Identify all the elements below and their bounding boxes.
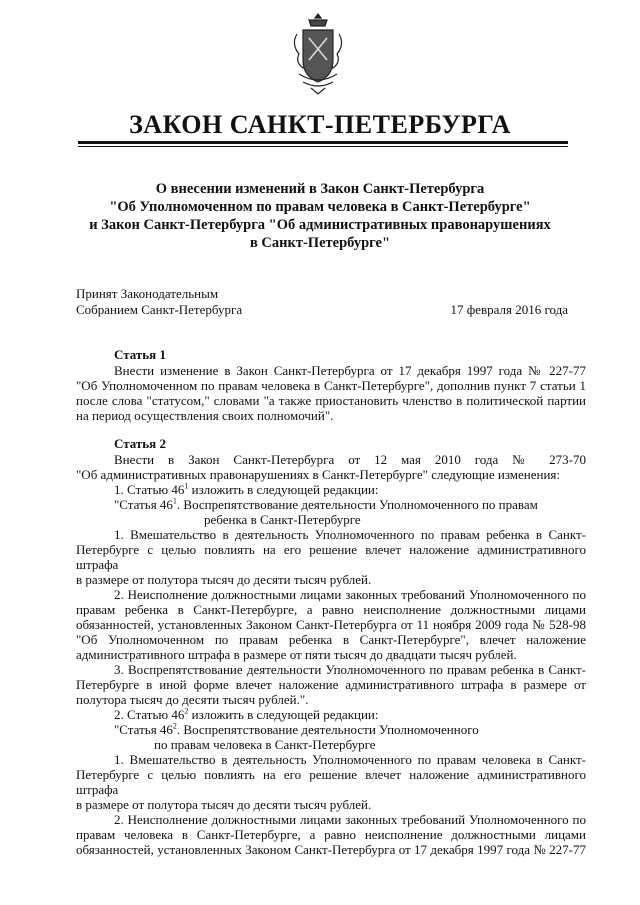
text-line: обязанностей, установленных Законом Санкт-Петербурга от 17 декабря 1997 года № 227-77: [76, 842, 586, 857]
text-line: Внести изменение в Закон Санкт-Петербурга от 17 декабря 1997 года № 227-77: [114, 363, 586, 378]
article-1-title: Статья 1: [114, 347, 166, 362]
item-2: 2. Статью $46^2$ изложить в следующей редакции:: [114, 706, 379, 722]
law-body: [76, 346, 586, 857]
text-line: Петербурге с целью повлиять на его решение влечет наложение административного штрафа: [76, 542, 586, 572]
article-46-2-title: "Статья $46^2$. Воспрепятствование деятельности Уполномоченного: [114, 721, 479, 737]
text-line: 1. Вмешательство в деятельность Уполномоченного по правам ребенка в Санкт-: [114, 527, 586, 542]
heading-line: О внесении изменений в Закон Санкт-Петербурга: [155, 181, 485, 197]
item-1: 1. Статью $46^1$ изложить в следующей редакции:: [114, 481, 379, 497]
text-line: правам человека в Санкт-Петербурге, а равно неисполнение должностными лицами: [76, 827, 586, 842]
text-line: в размере от полутора тысяч до десяти тысяч рублей.: [76, 572, 372, 587]
adopted-by: [76, 286, 336, 318]
text-line: на период осуществления своих полномочий".: [76, 408, 334, 423]
text-line: 3. Воспрепятствование деятельности Уполномоченного по правам ребенка в Санкт-: [114, 662, 586, 677]
heading-line: и Закон Санкт-Петербурга "Об административных правонарушениях: [89, 217, 551, 233]
title-underline-thin: [78, 146, 568, 147]
title-underline-thick: [78, 141, 568, 144]
text-line: Петербурге с целью повлиять на его решение влечет наложение административного штрафа: [76, 767, 586, 797]
text-line: обязанностей, установленных Законом Санкт-Петербурга от 11 ноября 2009 года № 528-98: [76, 617, 586, 632]
adopted-line: Собранием Санкт-Петербурга: [76, 302, 243, 317]
text-line: в размере от полутора тысяч до десяти тысяч рублей.: [76, 797, 372, 812]
coat-of-arms-emblem: [289, 12, 347, 96]
text-line: 2. Неисполнение должностными лицами законных требований Уполномоченного по: [114, 587, 586, 602]
text-line: "Об Уполномоченном по правам ребенка в Санкт-Петербурге", влечет наложение: [76, 632, 586, 647]
adopted-line: Принят Законодательным: [76, 286, 219, 301]
text-line: полутора тысяч до десяти тысяч рублей.".: [76, 692, 309, 707]
article-46-1-title: "Статья $46^1$. Воспрепятствование деятельности Уполномоченного по правам: [114, 496, 538, 512]
adoption-date: 17 февраля 2016 года: [450, 302, 568, 317]
article-46-1-title-cont: ребенка в Санкт-Петербурге: [204, 512, 361, 527]
article-46-2-title-cont: по правам человека в Санкт-Петербурге: [154, 737, 376, 752]
law-title: ЗАКОН САНКТ-ПЕТЕРБУРГА: [129, 110, 511, 139]
text-line: 2. Неисполнение должностными лицами законных требований Уполномоченного по: [114, 812, 586, 827]
law-heading: [60, 180, 580, 252]
text-line: после слова "статусом," словами "а также приостановить членство в политической партии: [76, 393, 586, 408]
text-line: административного штрафа в размере от пяти тысяч до двадцати тысяч рублей.: [76, 647, 517, 662]
heading-line: "Об Уполномоченном по правам человека в Санкт-Петербурге": [109, 199, 531, 215]
text-line: Внести в Закон Санкт-Петербурга от 12 мая 2010 года № 273-70: [114, 452, 586, 467]
text-line: "Об административных правонарушениях в Санкт-Петербурге" следующие изменения:: [76, 467, 561, 482]
text-line: правам ребенка в Санкт-Петербурге, а равно неисполнение должностными лицами: [76, 602, 586, 617]
text-line: Петербурге в иной форме влечет наложение административного штрафа в размере от: [76, 677, 586, 692]
article-1-text: [76, 363, 586, 423]
text-line: 1. Вмешательство в деятельность Уполномоченного по правам человека в Санкт-: [114, 752, 586, 767]
heading-line: в Санкт-Петербурге": [249, 235, 391, 251]
text-line: "Об Уполномоченном по правам человека в Санкт-Петербурге", дополнив пункт 7 статьи 1: [76, 378, 586, 393]
article-2-title: Статья 2: [114, 436, 166, 451]
